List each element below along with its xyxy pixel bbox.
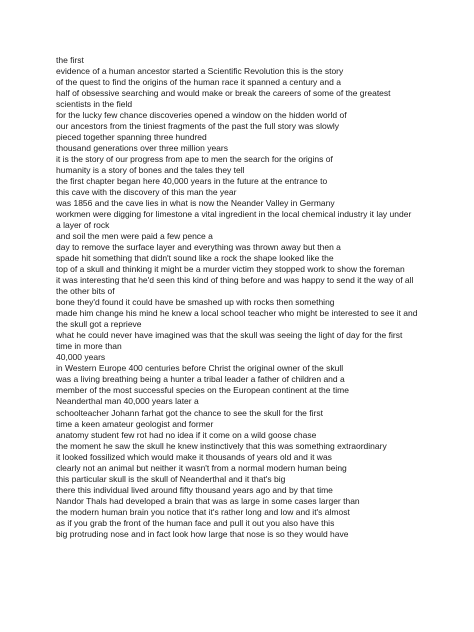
- text-line: our ancestors from the tiniest fragments of the past the full story was slowly: [56, 121, 339, 132]
- text-line: and soil the men were paid a few pence a: [56, 231, 213, 242]
- text-line: it is the story of our progress from ape to men the search for the origins of: [56, 154, 333, 165]
- text-line: thousand generations over three million years: [56, 143, 228, 154]
- text-line: day to remove the surface layer and everything was thrown away but then a: [56, 242, 341, 253]
- text-line: a layer of rock: [56, 220, 110, 231]
- text-line: scientists in the field: [56, 99, 133, 110]
- text-line: it looked fossilized which would make it thousands of years old and it was: [56, 451, 332, 462]
- text-line: as if you grab the front of the human face and pull it out you also have this: [56, 517, 335, 528]
- text-line: in Western Europe 400 centuries before Christ the original owner of the skull: [56, 363, 344, 374]
- text-line: was a living breathing being a hunter a tribal leader a father of children and a: [56, 374, 345, 385]
- text-line: top of a skull and thinking it might be a murder victim they stopped work to show the foreman: [56, 264, 405, 275]
- text-line: clearly not an animal but neither it wasn't from a normal modern human being: [56, 462, 347, 473]
- text-line: Nandor Thals had developed a brain that was as large in some cases larger than: [56, 495, 360, 506]
- text-line: of the quest to find the origins of the human race it spanned a century and a: [56, 77, 341, 88]
- text-line: 40,000 years: [56, 352, 106, 363]
- text-line: was 1856 and the cave lies in what is now the Neander Valley in Germany: [56, 198, 335, 209]
- text-line: it was interesting that he'd seen this kind of thing before and was happy to send it the way of all: [56, 275, 414, 286]
- text-line: anatomy student few rot had no idea if it come on a wild goose chase: [56, 429, 317, 440]
- text-line: the skull got a reprieve: [56, 319, 142, 330]
- text-line: pieced together spanning three hundred: [56, 132, 207, 143]
- text-line: time a keen amateur geologist and former: [56, 418, 214, 429]
- text-line: what he could never have imagined was that the skull was seeing the light of day for the first: [56, 330, 403, 341]
- text-line: Neanderthal man 40,000 years later a: [56, 396, 199, 407]
- text-line: big protruding nose and in fact look how large that nose is so they would have: [56, 528, 349, 539]
- text-line: humanity is a story of bones and the tales they tell: [56, 165, 245, 176]
- text-line: bone they'd found it could have be smashed up with rocks then something: [56, 297, 335, 308]
- text-line: the modern human brain you notice that it's rather long and low and it's almost: [56, 506, 350, 517]
- text-line: the first: [56, 55, 84, 65]
- text-line: this particular skull is the skull of Neanderthal and it that's big: [56, 473, 286, 484]
- text-line: workmen were digging for limestone a vital ingredient in the local chemical industry it lay under: [56, 209, 412, 220]
- transcript-text: [56, 55, 466, 540]
- text-line: for the lucky few chance discoveries opened a window on the hidden world of: [56, 110, 347, 121]
- text-line: half of obsessive searching and would make or break the careers of some of the greatest: [56, 88, 391, 99]
- text-line: member of the most successful species on the European continent at the time: [56, 385, 349, 396]
- text-line: made him change his mind he knew a local school teacher who might be interested to see it and: [56, 308, 418, 319]
- text-line: spade hit something that didn't sound like a rock the shape looked like the: [56, 253, 334, 264]
- text-line: the moment he saw the skull he knew instinctively that this was something extraordinary: [56, 440, 387, 451]
- text-line: the other bits of: [56, 286, 115, 297]
- text-line: schoolteacher Johann farhat got the chance to see the skull for the first: [56, 407, 323, 418]
- text-line: evidence of a human ancestor started a Scientific Revolution this is the story: [56, 66, 344, 77]
- text-line: this cave with the discovery of this man the year: [56, 187, 237, 198]
- text-line: time in more than: [56, 341, 122, 352]
- text-line: there this individual lived around fifty thousand years ago and by that time: [56, 484, 333, 495]
- text-line: the first chapter began here 40,000 years in the future at the entrance to: [56, 176, 328, 187]
